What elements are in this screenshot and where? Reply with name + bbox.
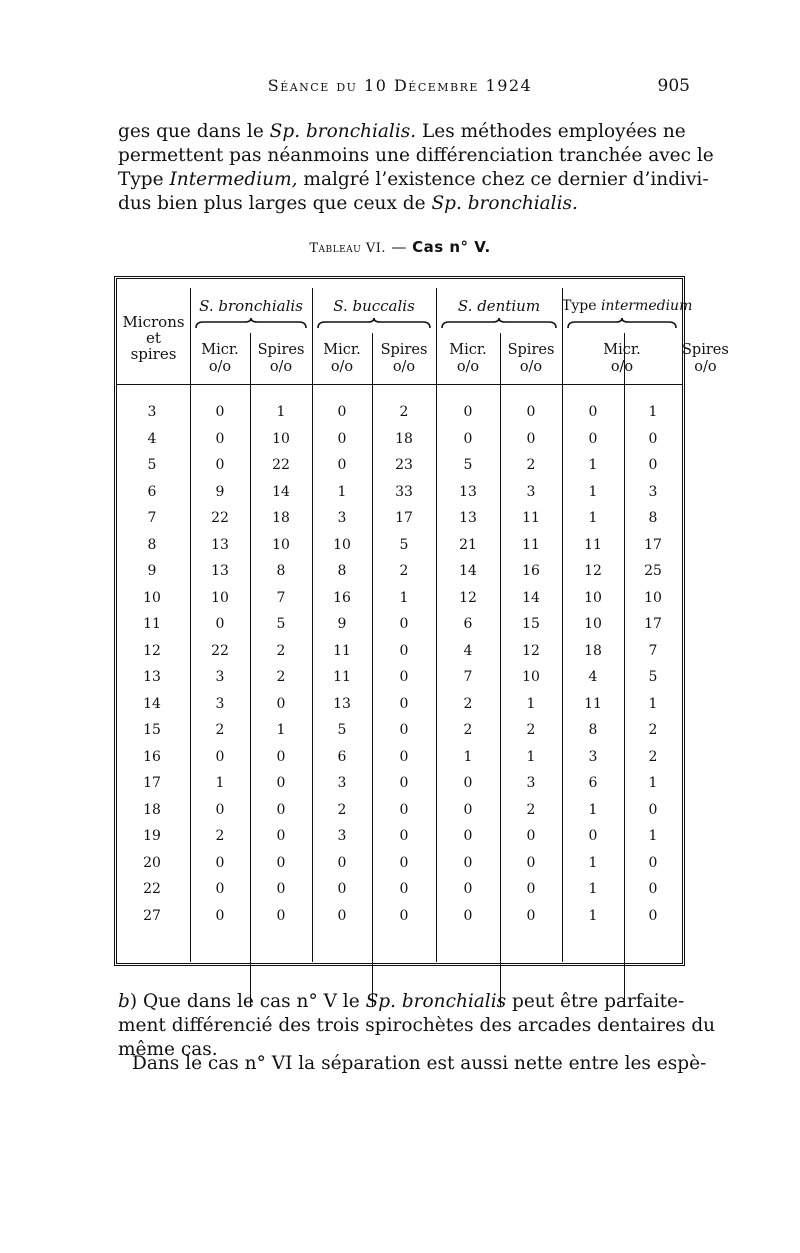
table-cell: 2 bbox=[463, 722, 473, 738]
table-cell: 0 bbox=[215, 430, 225, 447]
table-cell: 0 bbox=[337, 430, 347, 447]
sub-column-rule bbox=[372, 333, 373, 1007]
table-cell: 0 bbox=[337, 457, 347, 473]
text-run: malgré l’existence chez ce dernier d’indivi- bbox=[297, 169, 709, 190]
row-label-cell: 22 bbox=[143, 881, 161, 897]
table-cell: 0 bbox=[399, 907, 409, 924]
table-cell: 1 bbox=[588, 854, 598, 871]
table-cell: 0 bbox=[463, 404, 473, 420]
table-cell: 0 bbox=[399, 828, 409, 844]
table-cell: 0 bbox=[399, 695, 409, 712]
row-label-cell: 19 bbox=[143, 828, 161, 844]
table-cell: 8 bbox=[588, 722, 598, 738]
table-cell: 13 bbox=[211, 563, 229, 579]
brace-decoration bbox=[441, 318, 557, 330]
table-cell: 2 bbox=[526, 801, 536, 818]
table-cell: 1 bbox=[526, 695, 536, 712]
row-label-cell: 27 bbox=[143, 907, 161, 924]
italic-run: Sp. bronchialis bbox=[365, 991, 507, 1012]
brace-decoration bbox=[195, 318, 307, 330]
table-cell: 0 bbox=[463, 907, 473, 924]
text-run: ges que dans le bbox=[118, 121, 270, 142]
text-line bbox=[132, 1052, 707, 1076]
text-line bbox=[118, 990, 690, 1014]
table-cell: 0 bbox=[215, 404, 225, 420]
table-cell: 25 bbox=[644, 563, 662, 579]
table-cell: 3 bbox=[215, 669, 225, 685]
table-cell: 3 bbox=[337, 828, 347, 844]
table-cell: 0 bbox=[463, 430, 473, 447]
table-cell: 12 bbox=[459, 589, 477, 606]
corner-heading-line: Microns bbox=[122, 313, 185, 331]
table-cell: 4 bbox=[588, 669, 598, 685]
sub-heading-line: Micr. bbox=[201, 342, 239, 358]
table-cell: 0 bbox=[526, 854, 536, 871]
table-cell: 18 bbox=[272, 510, 290, 526]
table-cell: 0 bbox=[276, 907, 286, 924]
table-cell: 22 bbox=[211, 510, 229, 526]
table-cell: 12 bbox=[584, 563, 602, 579]
table-cell: 1 bbox=[588, 801, 598, 818]
table-cell: 33 bbox=[395, 483, 413, 500]
group-heading bbox=[562, 298, 693, 316]
text-line bbox=[118, 1014, 716, 1038]
table-cell: 3 bbox=[337, 775, 347, 791]
table-cell: 11 bbox=[584, 536, 602, 553]
group-heading: S. dentium bbox=[457, 297, 541, 315]
corner-heading-line: et bbox=[146, 329, 161, 347]
table-cell: 0 bbox=[215, 854, 225, 871]
spires-subheading bbox=[372, 342, 436, 378]
spires-subheading bbox=[250, 342, 312, 378]
table-cell: 11 bbox=[584, 695, 602, 712]
sub-heading-line: Spires bbox=[507, 342, 555, 358]
sub-heading-line: o/o bbox=[456, 359, 480, 375]
table-cell: 17 bbox=[644, 616, 662, 632]
sub-heading-line: Micr. bbox=[323, 342, 361, 358]
microns-subheading bbox=[190, 342, 250, 378]
table-cell: 16 bbox=[522, 563, 540, 579]
microns-subheading bbox=[436, 342, 500, 378]
sub-column-rule bbox=[624, 333, 625, 1007]
table-cell: 10 bbox=[644, 589, 662, 606]
table-cell: 0 bbox=[526, 881, 536, 897]
table-cell: 0 bbox=[276, 828, 286, 844]
row-label-cell: 10 bbox=[143, 589, 161, 606]
table-cell: 10 bbox=[211, 589, 229, 606]
table-cell: 1 bbox=[526, 748, 536, 765]
sub-heading-line: Micr. bbox=[449, 342, 487, 358]
sub-heading-line: o/o bbox=[519, 359, 543, 375]
text-run: Type bbox=[118, 169, 170, 190]
row-label-cell: 6 bbox=[147, 483, 157, 500]
sub-heading-line: o/o bbox=[269, 359, 293, 375]
table-cell: 11 bbox=[522, 536, 540, 553]
table-cell: 1 bbox=[337, 483, 347, 500]
table-cell: 0 bbox=[588, 430, 598, 447]
table-cell: 0 bbox=[399, 775, 409, 791]
microns-subheading bbox=[312, 342, 372, 378]
table-cell: 2 bbox=[399, 563, 409, 579]
text-run: ment différencié des trois spirochètes des arcades dentaires du bbox=[118, 1015, 716, 1036]
table-cell: 10 bbox=[522, 669, 540, 685]
spires-subheading bbox=[500, 342, 562, 378]
table-cell: 1 bbox=[463, 748, 473, 765]
row-label-cell: 9 bbox=[147, 563, 157, 579]
table-cell: 1 bbox=[648, 404, 658, 420]
table-cell: 10 bbox=[272, 536, 290, 553]
row-label-cell: 16 bbox=[143, 748, 161, 765]
table-cell: 0 bbox=[463, 881, 473, 897]
table-cell: 2 bbox=[276, 642, 286, 659]
table-cell: 2 bbox=[463, 695, 473, 712]
table-cell: 6 bbox=[463, 616, 473, 632]
table-cell: 7 bbox=[276, 589, 286, 606]
table-cell: 9 bbox=[215, 483, 225, 500]
row-label-cell: 14 bbox=[143, 695, 161, 712]
caption-case: Cas n° V. bbox=[412, 238, 491, 256]
table-cell: 0 bbox=[215, 881, 225, 897]
table-cell: 2 bbox=[526, 457, 536, 473]
table-cell: 1 bbox=[648, 695, 658, 712]
sub-heading-line: Micr. bbox=[603, 342, 641, 358]
table-cell: 6 bbox=[337, 748, 347, 765]
table-cell: 10 bbox=[584, 616, 602, 632]
table-cell: 0 bbox=[337, 881, 347, 897]
table-cell: 0 bbox=[399, 854, 409, 871]
page-header bbox=[110, 76, 690, 102]
table-cell: 0 bbox=[648, 907, 658, 924]
table-cell: 0 bbox=[276, 748, 286, 765]
sub-heading-line: o/o bbox=[610, 359, 634, 375]
row-label-cell: 17 bbox=[143, 775, 161, 791]
table-cell: 10 bbox=[584, 589, 602, 606]
table-cell: 1 bbox=[588, 907, 598, 924]
table-cell: 0 bbox=[337, 854, 347, 871]
text-run: même cas. bbox=[118, 1039, 218, 1060]
table-cell: 1 bbox=[588, 457, 598, 473]
table-cell: 1 bbox=[276, 404, 286, 420]
row-label-cell: 18 bbox=[143, 801, 161, 818]
table-cell: 3 bbox=[526, 775, 536, 791]
corner-heading-line: spires bbox=[130, 345, 177, 363]
table-cell: 18 bbox=[395, 430, 413, 447]
table-cell: 1 bbox=[648, 775, 658, 791]
table-cell: 0 bbox=[399, 642, 409, 659]
column-rule bbox=[190, 288, 191, 962]
text-run: dus bien plus larges que ceux de bbox=[118, 193, 432, 214]
table-cell: 2 bbox=[215, 828, 225, 844]
sub-heading-line: Spires bbox=[380, 342, 428, 358]
table-cell: 0 bbox=[337, 907, 347, 924]
brace-decoration bbox=[567, 318, 677, 330]
table-cell: 0 bbox=[276, 775, 286, 791]
table-cell: 8 bbox=[648, 510, 658, 526]
table-cell: 1 bbox=[276, 722, 286, 738]
table-cell: 14 bbox=[272, 483, 290, 500]
table-cell: 5 bbox=[276, 616, 286, 632]
row-label-cell: 12 bbox=[143, 642, 161, 659]
table-cell: 5 bbox=[399, 536, 409, 553]
table-cell: 0 bbox=[399, 722, 409, 738]
table-cell: 0 bbox=[215, 748, 225, 765]
running-title: Séance du 10 Décembre 1924 bbox=[267, 76, 533, 95]
table-cell: 0 bbox=[463, 854, 473, 871]
table-cell: 0 bbox=[526, 430, 536, 447]
table-cell: 13 bbox=[459, 510, 477, 526]
italic-run: Intermedium, bbox=[169, 169, 298, 190]
table-cell: 10 bbox=[272, 430, 290, 447]
table-cell: 0 bbox=[648, 881, 658, 897]
table-cell: 1 bbox=[215, 775, 225, 791]
table-cell: 0 bbox=[526, 907, 536, 924]
caption-label: Tableau VI. bbox=[309, 241, 387, 256]
table-cell: 1 bbox=[588, 510, 598, 526]
table-cell: 0 bbox=[648, 430, 658, 447]
sub-heading-line: Spires bbox=[682, 342, 729, 358]
table-cell: 13 bbox=[333, 695, 351, 712]
sub-column-rule bbox=[500, 333, 501, 1007]
spires-subheading bbox=[682, 342, 729, 378]
row-label-cell: 11 bbox=[143, 616, 161, 632]
row-label-cell: 20 bbox=[143, 854, 161, 871]
table-cell: 2 bbox=[399, 404, 409, 420]
row-label-cell: 4 bbox=[147, 430, 157, 447]
table-cell: 0 bbox=[399, 748, 409, 765]
sub-heading-line: o/o bbox=[694, 359, 717, 375]
table-cell: 6 bbox=[588, 775, 598, 791]
table-cell: 1 bbox=[588, 881, 598, 897]
text-run: Les méthodes employées ne bbox=[416, 121, 686, 142]
table-cell: 0 bbox=[215, 616, 225, 632]
sub-heading-line: Spires bbox=[257, 342, 305, 358]
table-cell: 0 bbox=[399, 881, 409, 897]
sub-column-rule bbox=[250, 333, 251, 1007]
corner-heading bbox=[117, 314, 190, 364]
brace-decoration bbox=[317, 318, 431, 330]
table-cell: 11 bbox=[522, 510, 540, 526]
table-cell: 0 bbox=[648, 854, 658, 871]
table-cell: 2 bbox=[215, 722, 225, 738]
italic-run: b bbox=[118, 991, 130, 1012]
table-cell: 22 bbox=[272, 457, 290, 473]
table-cell: 5 bbox=[337, 722, 347, 738]
table-cell: 5 bbox=[648, 669, 658, 685]
group-heading: S. buccalis bbox=[333, 297, 415, 315]
table-cell: 0 bbox=[399, 616, 409, 632]
row-label-cell: 5 bbox=[147, 457, 157, 473]
table-cell: 0 bbox=[588, 404, 598, 420]
table-cell: 1 bbox=[588, 483, 598, 500]
table-cell: 18 bbox=[584, 642, 602, 659]
text-run: Dans le cas n° VI la séparation est aussi nette entre les espè- bbox=[132, 1053, 707, 1074]
table-cell: 12 bbox=[522, 642, 540, 659]
table-cell: 2 bbox=[526, 722, 536, 738]
table-cell: 0 bbox=[215, 457, 225, 473]
table-cell: 3 bbox=[648, 483, 658, 500]
table-cell: 0 bbox=[276, 695, 286, 712]
table-cell: 0 bbox=[463, 828, 473, 844]
table-cell: 22 bbox=[211, 642, 229, 659]
table-cell: 23 bbox=[395, 457, 413, 473]
row-label-cell: 15 bbox=[143, 722, 161, 738]
table-cell: 14 bbox=[459, 563, 477, 579]
table-cell: 14 bbox=[522, 589, 540, 606]
sub-heading-line: o/o bbox=[208, 359, 232, 375]
table-cell: 0 bbox=[337, 404, 347, 420]
caption-dash: — bbox=[386, 238, 413, 256]
table-cell: 3 bbox=[215, 695, 225, 712]
table-cell: 8 bbox=[337, 563, 347, 579]
sub-heading-line: o/o bbox=[330, 359, 354, 375]
text-line bbox=[118, 144, 714, 168]
text-run: ) Que dans le cas n° V le bbox=[129, 991, 366, 1012]
column-rule bbox=[436, 288, 437, 962]
page-number: 905 bbox=[657, 76, 690, 96]
row-label-cell: 7 bbox=[147, 510, 157, 526]
table-cell: 13 bbox=[459, 483, 477, 500]
table-cell: 3 bbox=[337, 510, 347, 526]
header-rule bbox=[117, 384, 682, 385]
table-cell: 0 bbox=[526, 828, 536, 844]
table-cell: 11 bbox=[333, 642, 351, 659]
table-cell: 0 bbox=[399, 669, 409, 685]
microns-subheading bbox=[562, 342, 682, 378]
table-cell: 1 bbox=[648, 828, 658, 844]
italic-run: Sp. bronchialis. bbox=[431, 193, 578, 214]
table-cell: 2 bbox=[337, 801, 347, 818]
text-line bbox=[118, 168, 709, 192]
table-cell: 8 bbox=[276, 563, 286, 579]
row-label-cell: 8 bbox=[147, 536, 157, 553]
table-cell: 0 bbox=[215, 801, 225, 818]
table-cell: 0 bbox=[463, 775, 473, 791]
table-cell: 21 bbox=[459, 536, 477, 553]
table-caption bbox=[0, 238, 800, 256]
table-cell: 1 bbox=[399, 589, 409, 606]
table-cell: 17 bbox=[644, 536, 662, 553]
table-cell: 2 bbox=[648, 722, 658, 738]
table-cell: 10 bbox=[333, 536, 351, 553]
group-heading-word: Type bbox=[562, 298, 601, 314]
table-cell: 11 bbox=[333, 669, 351, 685]
paragraph-intro bbox=[118, 120, 714, 216]
table-cell: 0 bbox=[276, 881, 286, 897]
table-cell: 0 bbox=[648, 457, 658, 473]
row-label-cell: 3 bbox=[147, 404, 157, 420]
table-cell: 7 bbox=[648, 642, 658, 659]
table-cell: 9 bbox=[337, 616, 347, 632]
table-cell: 0 bbox=[399, 801, 409, 818]
row-label-cell: 13 bbox=[143, 669, 161, 685]
table-cell: 15 bbox=[522, 616, 540, 632]
table-cell: 0 bbox=[276, 801, 286, 818]
group-heading-word: intermedium bbox=[600, 298, 693, 314]
text-run: permettent pas néanmoins une différenciation tranchée avec le bbox=[118, 145, 714, 166]
text-line bbox=[118, 120, 690, 144]
group-heading: S. bronchialis bbox=[199, 297, 303, 315]
text-line bbox=[118, 192, 690, 216]
table-cell: 16 bbox=[333, 589, 351, 606]
table-cell: 2 bbox=[648, 748, 658, 765]
table-cell: 13 bbox=[211, 536, 229, 553]
column-rule bbox=[562, 288, 563, 962]
table-cell: 0 bbox=[276, 854, 286, 871]
table-cell: 0 bbox=[588, 828, 598, 844]
table-cell: 4 bbox=[463, 642, 473, 659]
text-run: peut être parfaite- bbox=[506, 991, 685, 1012]
table-cell: 7 bbox=[463, 669, 473, 685]
table-cell: 2 bbox=[276, 669, 286, 685]
italic-run: Sp. bronchialis. bbox=[269, 121, 417, 142]
table-cell: 0 bbox=[463, 801, 473, 818]
table-cell: 0 bbox=[526, 404, 536, 420]
sub-heading-line: o/o bbox=[392, 359, 416, 375]
table-cell: 0 bbox=[215, 907, 225, 924]
paragraph-case-vi bbox=[132, 1052, 707, 1076]
table-cell: 3 bbox=[526, 483, 536, 500]
column-rule bbox=[312, 288, 313, 962]
table-cell: 17 bbox=[395, 510, 413, 526]
table-cell: 5 bbox=[463, 457, 473, 473]
table-cell: 3 bbox=[588, 748, 598, 765]
table-cell: 0 bbox=[648, 801, 658, 818]
